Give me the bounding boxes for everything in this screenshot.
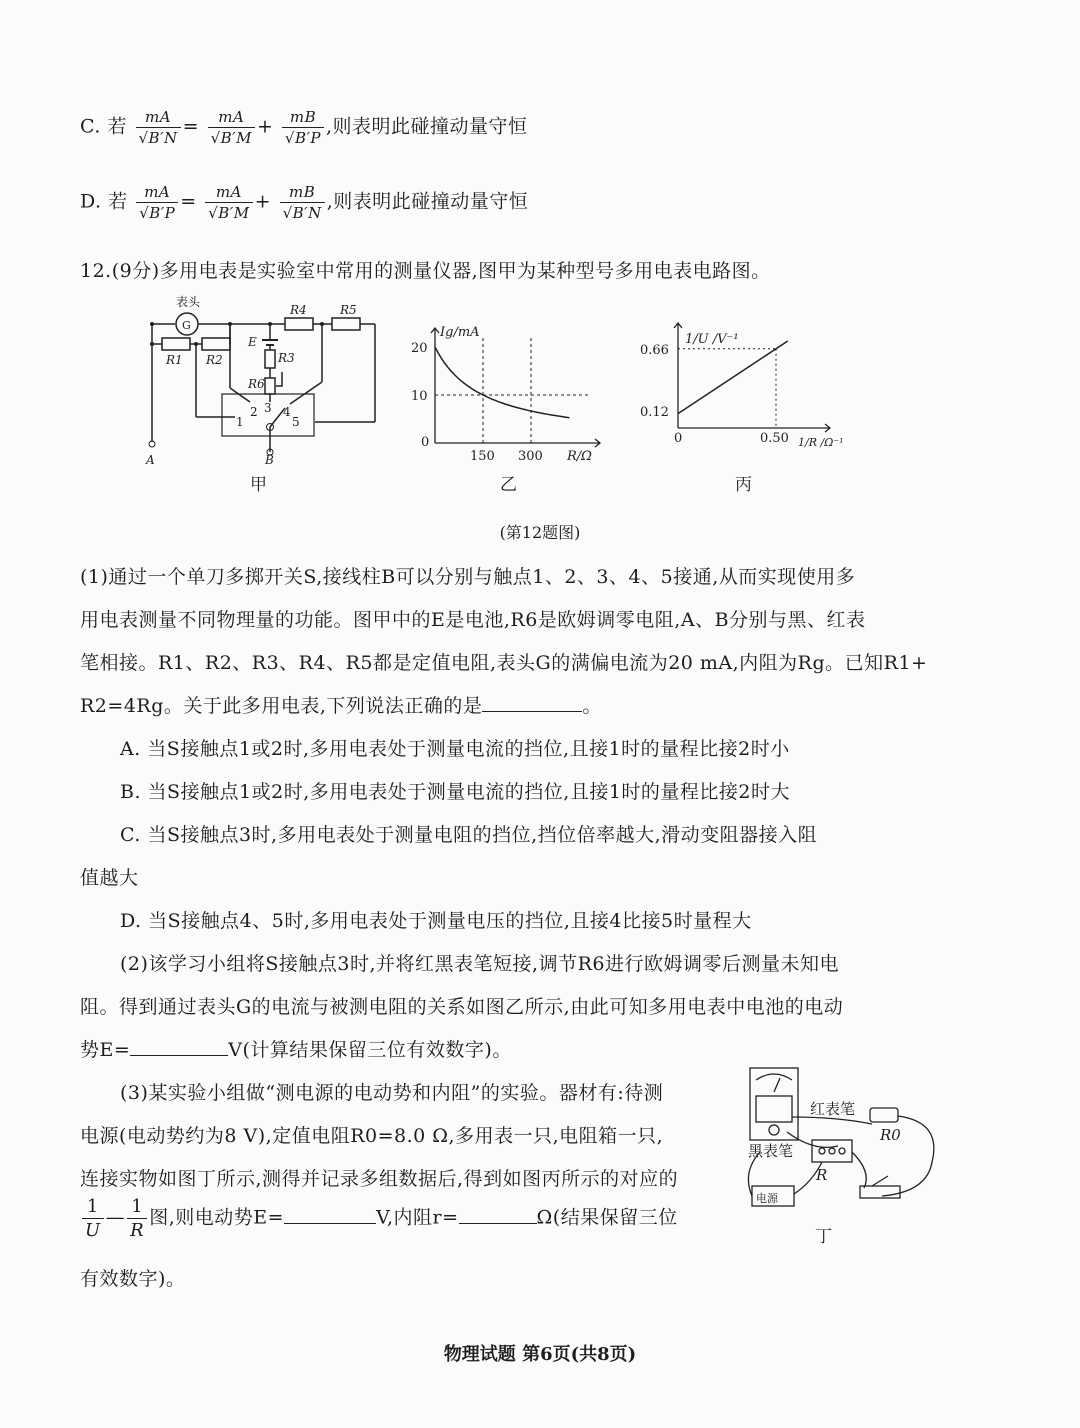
answer-blank-4[interactable] — [459, 1205, 537, 1224]
resistor-r2 — [202, 338, 230, 350]
fraction-1-u: $\frac{1}{U}$ — [82, 1196, 104, 1241]
option-c2: C. 当S接触点3时,多用电表处于测量电阻的挡位,挡位倍率越大,滑动变阻器接入阻 — [120, 824, 818, 846]
ytick-0-bing: 0 — [674, 431, 683, 446]
contact-5: 5 — [292, 415, 300, 429]
p3-line-2: 电源(电动势约为8 V),定值电阻R0=8.0 Ω,多用表一只,电阻箱一只, — [80, 1125, 664, 1147]
p2-line-1: (2)该学习小组将S接触点3时,并将红黑表笔短接,调节R6进行欧姆调零后测量未知电 — [120, 953, 839, 975]
resistor-r4 — [285, 318, 313, 330]
resistor-r3 — [265, 350, 275, 368]
xtick-150: 150 — [470, 449, 495, 464]
fraction: $\frac{mA}{√B'P}$ — [136, 183, 178, 222]
fraction: $\frac{mA}{√B'M}$ — [208, 108, 255, 147]
apparatus-diagram — [742, 1062, 942, 1212]
p2-line-2: 阻。得到通过表头G的电流与被测电阻的关系如图乙所示,由此可知多用电表中电池的电动 — [80, 996, 844, 1018]
xtick-050: 0.50 — [760, 431, 789, 446]
contact-1: 1 — [236, 415, 244, 429]
fraction: $\frac{mB}{√B'N}$ — [280, 183, 325, 222]
option-c2-cont: 值越大 — [80, 867, 139, 889]
label-r5: R5 — [340, 303, 357, 317]
label-source: 电源 — [756, 1192, 778, 1205]
resistor-r6 — [265, 378, 275, 394]
label-r2: R2 — [206, 353, 223, 367]
answer-blank-3[interactable] — [284, 1205, 376, 1224]
figure-caption: (第12题图) — [499, 523, 581, 542]
chart-bing — [630, 318, 855, 468]
ylabel-bing: 1/U /V⁻¹ — [685, 332, 739, 347]
ytick-012: 0.12 — [640, 405, 669, 420]
label-g: G — [182, 319, 191, 332]
label-e: E — [248, 335, 257, 349]
ytick-066: 0.66 — [640, 343, 669, 358]
fraction: $\frac{mA}{√B'N}$ — [136, 108, 181, 147]
page-footer: 物理试题 第6页(共8页) — [443, 1344, 637, 1365]
label-red-probe: 红表笔 — [810, 1100, 856, 1118]
caption-ding: 丁 — [815, 1227, 832, 1247]
caption-bing: 丙 — [735, 475, 752, 495]
p3-line-1: (3)某实验小组做“测电源的电动势和内阻”的实验。器材有:待测 — [120, 1082, 664, 1104]
ylabel-yi: Ig/mA — [440, 325, 480, 340]
xlabel-yi: R/Ω — [567, 449, 592, 464]
resistance-box-icon — [812, 1140, 852, 1162]
resistor-r5 — [332, 318, 360, 330]
option-b: B. 当S接触点1或2时,多用电表处于测量电流的挡位,且接1时的量程比接2时大 — [120, 781, 790, 803]
p1-line-1: (1)通过一个单刀多掷开关S,接线柱B可以分别与触点1、2、3、4、5接通,从而实现使用多 — [80, 566, 856, 588]
p1-line-4: R2=4Rg。关于此多用电表,下列说法正确的是 。 — [80, 695, 602, 717]
circuit-diagram — [140, 292, 390, 482]
xtick-300: 300 — [518, 449, 543, 464]
label-black-probe: 黑表笔 — [748, 1142, 794, 1160]
chart-yi — [405, 318, 610, 468]
answer-blank-2[interactable] — [130, 1037, 228, 1056]
line-bing — [678, 341, 788, 414]
option-d: D. 若 $\frac{mA}{√B'P}$ = $\frac{mA}{√B'M}$ + $\frac{mB}{√B'N}$ ,则表明此碰撞动量守恒 — [80, 183, 529, 222]
caption-jia: 甲 — [250, 475, 267, 495]
p1-line-2: 用电表测量不同物理量的功能。图甲中的E是电池,R6是欧姆调零电阻,A、B分别与黑、红表 — [80, 609, 866, 631]
answer-blank-1[interactable] — [482, 693, 582, 712]
p2-line-3: 势E= V(计算结果保留三位有效数字)。 — [80, 1039, 512, 1061]
label-r1: R1 — [166, 353, 183, 367]
r0-resistor-icon — [870, 1108, 898, 1122]
fraction-1-r: $\frac{1}{R}$ — [127, 1196, 147, 1241]
fraction: $\frac{mB}{√B'P}$ — [282, 108, 324, 147]
label-r: R — [816, 1166, 828, 1184]
label-a: A — [146, 453, 155, 467]
switch-icon — [860, 1186, 900, 1198]
option-a: A. 当S接触点1或2时,多用电表处于测量电流的挡位,且接1时的量程比接2时小 — [120, 738, 790, 760]
p3-line-5: 有效数字)。 — [80, 1268, 186, 1290]
option-c: C. 若 $\frac{mA}{√B'N}$ = $\frac{mA}{√B'M}$ + $\frac{mB}{√B'P}$ ,则表明此碰撞动量守恒 — [80, 108, 528, 147]
q12-intro: 12.(9分)多用电表是实验室中常用的测量仪器,图甲为某种型号多用电表电路图。 — [80, 260, 771, 282]
label-r4: R4 — [290, 303, 307, 317]
fraction: $\frac{mA}{√B'M}$ — [205, 183, 252, 222]
label-title: 表头 — [176, 295, 201, 309]
label-r6: R6 — [248, 377, 265, 391]
p1-line-3: 笔相接。R1、R2、R3、R4、R5都是定值电阻,表头G的满偏电流为20 mA,内阻为Rg。已知R1+ — [80, 652, 928, 674]
label-r3: R3 — [278, 351, 295, 365]
curve-yi — [435, 347, 569, 418]
caption-yi: 乙 — [500, 475, 517, 495]
ytick-0: 0 — [421, 435, 430, 450]
contact-3: 3 — [264, 401, 272, 415]
ytick-10: 10 — [411, 389, 428, 404]
label-b: B — [265, 453, 274, 467]
resistor-r1 — [162, 338, 190, 350]
ytick-20: 20 — [411, 341, 428, 356]
contact-2: 2 — [250, 405, 258, 419]
xlabel-bing: 1/R /Ω⁻¹ — [798, 436, 844, 449]
option-d2: D. 当S接触点4、5时,多用电表处于测量电压的挡位,且接4比接5时量程大 — [120, 910, 752, 932]
label-r0: R0 — [880, 1126, 901, 1144]
contact-4: 4 — [283, 405, 291, 419]
p3-line-4: $\frac{1}{U}$ — $\frac{1}{R}$ 图,则电动势E= V,内阻r= Ω(结果保留三位 — [80, 1196, 678, 1241]
p3-line-3: 连接实物如图丁所示,测得并记录多组数据后,得到如图丙所示的对应的 — [80, 1168, 679, 1190]
